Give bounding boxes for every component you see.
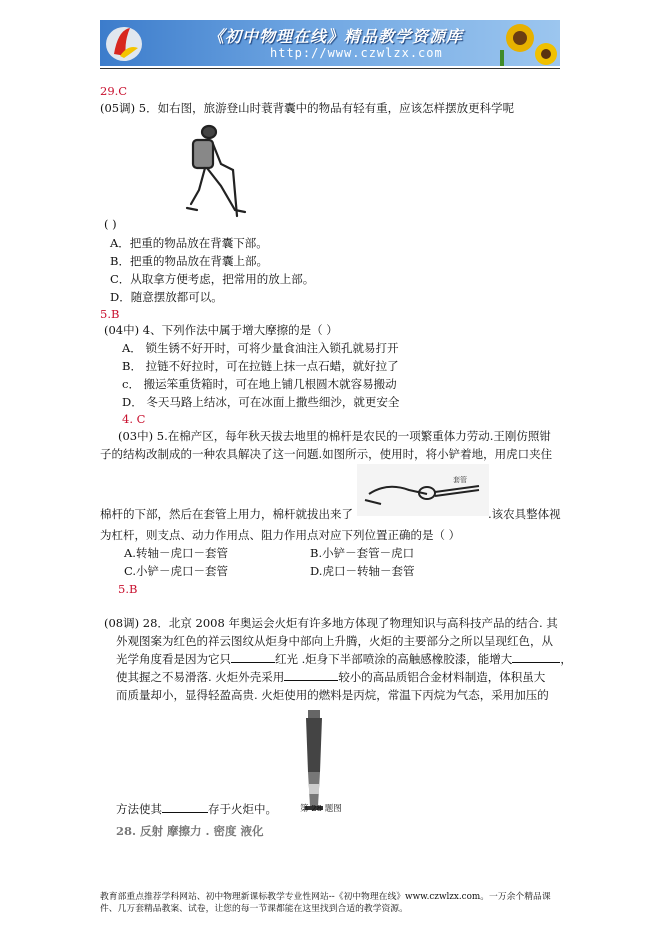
q3-line4: 为杠杆，则支点、动力作用点、阻力作用点对应下列位置正确的是（ ） — [100, 528, 461, 542]
header-rule — [100, 68, 560, 69]
q2-stem: (04中) 4、下列作法中属于增大摩擦的是（ ） — [104, 323, 338, 337]
q3-line3b: .该农具整体视 — [488, 507, 561, 521]
q1-option-a: A．把重的物品放在背囊下部。 — [110, 236, 268, 250]
blank-4[interactable] — [162, 802, 208, 813]
q4-line6b: 存于火炬中。 — [208, 802, 277, 816]
q4-line3 — [116, 652, 572, 666]
q2-option-a: A． 锁生锈不好开时，可将少量食油注入锁孔就易打开 — [122, 341, 399, 355]
q2-answer: 4. C — [122, 412, 146, 426]
q4-line4a: 使其握之不易滑落. 火炬外壳采用 — [116, 670, 285, 684]
banner-url[interactable]: http://www.czwlzx.com — [270, 46, 443, 60]
q3-line2: 子的结构改制成的一种农具解决了这一问题.如图所示，使用时，将小铲着地，用虎口夹住 — [100, 447, 553, 461]
q1-option-c: C．从取拿方便考虑，把常用的放上部。 — [110, 272, 315, 286]
blank-1[interactable] — [231, 652, 275, 663]
q4-line4b: 较小的高品质铝合金材料制造，体积虽大 — [338, 670, 546, 684]
q3-option-b: B.小铲－套管－虎口 — [310, 546, 415, 560]
pulling-tool-figure — [357, 464, 489, 516]
q4-answer: 28. 反射 摩擦力 . 密度 液化 — [116, 824, 264, 838]
footer-text: 教育部重点推荐学科网站、初中物理新课标教学专业性网站--《初中物理在线》www.czwlzx.com。一万余个精品课件、几万套精品教案、试卷，让您的每一节课都能在这里找到合适的教学资源。 — [100, 892, 551, 914]
q4-line3a: 光学角度看是因为它只 — [116, 652, 231, 666]
header-banner — [100, 20, 560, 66]
prev-answer: 29.C — [100, 84, 128, 98]
q4-line3c: ， — [560, 652, 572, 666]
banner-title: 《初中物理在线》精品教学资源库 — [208, 27, 464, 46]
torch-figure — [296, 710, 334, 814]
q1-paren: ( ) — [104, 217, 117, 231]
q4-line2: 外观图案为红色的祥云图纹从炬身中部向上升腾，火炬的主要部分之所以呈现红色，从 — [116, 634, 553, 648]
q3-option-a: A.转轴－虎口－套管 — [124, 546, 228, 560]
q1-answer: 5.B — [100, 307, 120, 321]
q3-option-d: D.虎口－转轴－套管 — [310, 564, 415, 578]
q4-line4 — [116, 670, 545, 684]
q4-line3b: 红光 .炬身下半部喷涂的高触感橡胶漆，能增大 — [275, 652, 513, 666]
q3-answer: 5.B — [118, 582, 138, 596]
q1-option-d: D．随意摆放都可以。 — [110, 290, 223, 304]
q3-line1: (03中) 5.在棉产区，每年秋天拔去地里的棉杆是农民的一项繁重体力劳动.王刚仿照钳 — [118, 429, 551, 443]
q3-line3a: 棉杆的下部，然后在套管上用力，棉杆就拔出来了 — [100, 507, 353, 521]
q3-option-c: C.小铲－虎口－套管 — [124, 564, 229, 578]
q2-option-d: D． 冬天马路上结冰，可在冰面上撒些细沙，就更安全 — [122, 395, 400, 409]
q1-option-b: B．把重的物品放在背囊上部。 — [110, 254, 268, 268]
q2-option-c: c． 搬运笨重货箱时，可在地上铺几根圆木就容易搬动 — [122, 377, 397, 391]
q2-option-b: B． 拉链不好拉时，可在拉链上抹一点石蜡，就好拉了 — [122, 359, 399, 373]
blank-2[interactable] — [512, 652, 560, 663]
hiker-figure — [175, 120, 260, 220]
q4-line1: (08调) 28．北京 2008 年奥运会火炬有许多地方体现了物理知识与高科技产品的结合. 其 — [104, 616, 558, 630]
q1-stem: (05调) 5．如右图，旅游登山时蓑背囊中的物品有轻有重，应该怎样摆放更科学呢 — [100, 101, 515, 115]
q4-line5: 而质量却小，显得轻盈高贵. 火炬使用的燃料是丙烷，常温下丙烷为气态，采用加压的 — [116, 688, 549, 702]
q4-line6 — [116, 802, 277, 816]
q4-fig-label: 第 28 题图 — [300, 804, 342, 814]
blank-3[interactable] — [284, 670, 338, 681]
svg-text:套管: 套管 — [453, 476, 467, 484]
q4-line6a: 方法使其 — [116, 802, 162, 816]
